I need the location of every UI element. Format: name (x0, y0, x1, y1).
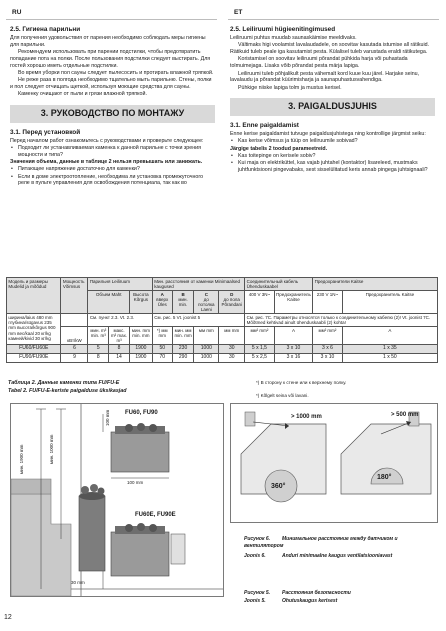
cell-vol-max: 8 (109, 345, 130, 354)
cell-fuse-230: 1 x 50 (342, 354, 437, 363)
bullet-item: • Kas toitepinge on kerisele sobiv? (230, 153, 435, 160)
figure-label-fu60e-fu90e: FU60E, FU90E (135, 512, 176, 518)
cell-d: 30 (219, 354, 245, 363)
distance-500: > 500 mm (391, 412, 419, 418)
cell-a: 70 (152, 354, 172, 363)
unit-a: *) мм mm (152, 327, 172, 345)
paragraph: Для получения удовольствия от парения необходимо соблюдать меры гигиены для парильни. (10, 35, 206, 48)
table-caption-et: Tabel 2. FU/FU-E-keriste paigalduse üksikasjad (8, 388, 127, 394)
cell-c: 1000 (194, 354, 219, 363)
paragraph: Enne kerise paigaldamist tutvuge paigaldusjuhistega ning kontrollige järgmist seiku: (230, 131, 426, 138)
unit-kw: кВт/kW (61, 327, 88, 345)
header-room: Парильня Leiliruum (88, 278, 152, 291)
unit-d: мм mm (219, 327, 245, 345)
angle-180: 180° (377, 474, 392, 481)
cable-ref: См. рис. 7С. Параметры относятся только к соединительному кабелю (2)! Vt. joonist 7C. Mõõtmed kehtivad ainult ühenduskaabli (2) kohta! (245, 314, 438, 327)
language-code-et: ET (234, 9, 243, 16)
cell-c: 1000 (194, 345, 219, 354)
column-et (230, 26, 435, 174)
bullet-item: • Подходит ли устанавливаемая каменка к данной парильне с точки зрения мощности и типа? (10, 145, 215, 159)
page-number: 12 (4, 614, 12, 621)
dimension-100-bottom: 100 mm (127, 480, 144, 485)
header-volume: Объем Maht (88, 290, 130, 313)
paragraph: Каменку очищают от пыли и грязи влажной тряпкой. (18, 91, 147, 98)
figure-sensor-distance (230, 403, 438, 523)
cell-kw: 9 (61, 354, 88, 363)
paragraph: Перед началом работ ознакомьтесь с руководствами и проверьте следующее: (10, 137, 204, 144)
cell-cable-400: 5 x 2,5 (245, 354, 274, 363)
cell-d: 30 (219, 345, 245, 354)
header-230v-fuse: Предохранитель Kaitse (342, 290, 437, 313)
cell-height: 1900 (129, 345, 152, 354)
cell-vol-max: 14 (109, 354, 130, 363)
language-header-et (228, 9, 439, 20)
table-caption-ru: Таблица 2. Данные каменки типа FU/FU-E (8, 380, 120, 386)
cell-fuse-400: 3 x 10 (274, 345, 313, 354)
dimension-30: 30 mm (71, 580, 85, 585)
bullet-item: • Если в доме электроотопление, необходима ли установка промежуточного реле в пульте управления для освобождения потенциала, так как во (10, 174, 215, 188)
section-title-3-1-ru: 3.1. Перед установкой (10, 128, 81, 136)
cell-height: 1900 (129, 354, 152, 363)
distance-ref: См. рис. 5 Vt. joonist 5 (152, 314, 244, 327)
distance-1000: > 1000 mm (291, 414, 322, 420)
bullet-item: • Kui maja on elektriküttel, kas vajab juhtahel (kontaktor) lisareleed, mustmaks juhtfunktsiooni pingevabaks, sest sisselülitatud keris annab pingega juhtsignaali? (230, 160, 435, 174)
header-cable: Соединительный кабель Ühenduskaabel (245, 278, 313, 291)
bullet-item: • Питающее напряжение достаточно для каменки? (10, 166, 215, 173)
unit-fuse-230: A (342, 327, 437, 345)
header-d: D до пола Põrandani (219, 290, 245, 313)
cell-a: 50 (152, 345, 172, 354)
language-code-ru: RU (12, 9, 22, 16)
header-230v: 230 V 1N~ (313, 290, 342, 313)
unit-fuse-400: A (274, 327, 313, 345)
spec-text: ширина/laius 480 mm глубина/sügavus 235 mm высота/kõrgus 900 mm вес/kaal 20 кг/kg камней/kivid 30 кг/kg (7, 314, 61, 345)
figure-5-caption-ru: Рисунок 5. Расстояния безопасности (244, 590, 351, 596)
unit-cable-230: мм² mm² (313, 327, 342, 345)
paragraph: Не реже раза в полгода необходимо тщательно мыть парильню. Стены, полки и пол следует отчищать щеткой, используя моющие средства для сауны. (10, 77, 212, 91)
figure-6-caption-ru: Рисунок 6. Минимальное расстояние между датчиком и вентилятором (244, 536, 398, 549)
table-row (7, 345, 438, 354)
cell-cable-400: 5 x 1,5 (245, 345, 274, 354)
cell-vol-min: 5 (88, 345, 109, 354)
header-c: C до потолка Laeni (194, 290, 219, 313)
safety-distance-diagram (11, 404, 223, 596)
column-ru (10, 26, 215, 188)
paragraph: Leiliruumi puhtus muudab saunaskäimise meeldivaks. (230, 35, 357, 42)
unit-b: мин. мм min. mm (172, 327, 194, 345)
cell-cable-230: 3 x 10 (313, 354, 342, 363)
paragraph: Во время уборки пол сауны следует пылесосить и протирать влажной тряпкой. (18, 70, 214, 77)
header-fuse: Предохранители Kaitse (313, 278, 438, 291)
header-b: B мин. min. (172, 290, 194, 313)
header-height: Высота Kõrgus (129, 290, 152, 313)
cell-b: 230 (172, 345, 194, 354)
cell-fuse-230: 1 x 35 (342, 345, 437, 354)
section-title-3-1-et: 3.1. Enne paigaldamist (230, 121, 299, 129)
figure-label-fu60-fu90: FU60, FU90 (125, 410, 158, 416)
bold-note: Значения объема, данные в таблице 2 нельзя превышать или занижать. (10, 159, 203, 166)
header-power: Мощность Võimsus (61, 278, 88, 314)
language-header-ru (6, 9, 217, 20)
cell-model: FU60/FU60E (7, 345, 61, 354)
header-400v-fuse: Предохранитель Kaitse (274, 290, 313, 313)
unit-height: мин. mm min. mm (129, 327, 152, 345)
paragraph: Рекомендуем использовать при парении подстилки, чтобы предотвратить попадание пота на полки. После пользования подстилки следует выстирать. Для гостей хорошо иметь отдельные подстилки. (10, 49, 211, 69)
sensor-distance-diagram (231, 404, 437, 522)
header-a: A вверх Üles (152, 290, 172, 313)
bullet-item: • Kas kerise võimsus ja tüüp on leiliruumile sobivad? (230, 138, 435, 145)
heater-data-table (6, 277, 438, 363)
cell-vol-min: 8 (88, 354, 109, 363)
dimension-100-top: 100 mm (105, 409, 110, 426)
header-min-distance: Мин. расстояния от каменки Minimaalsed kaugused (152, 278, 244, 291)
cell-model: FU90/FU90E (7, 354, 61, 363)
header-400v: 400 V 3N~ (245, 290, 274, 313)
header-model: Модель и размеры Mudelid ja mõõdud (7, 278, 61, 314)
section-title-2-5-ru: 2.5. Гигиена парильни (10, 26, 81, 33)
figure-5-caption-et: Joonis 5. Ohutuskaugus kerisest (244, 598, 338, 604)
room-ref: См. пункт 2.3. Vt. 2.3. (88, 314, 152, 327)
table-row (7, 354, 438, 363)
figure-6-caption-et: Joonis 6. Anduri minimaalne kaugus ventilatsiooniavast (244, 553, 393, 559)
cell-b: 290 (172, 354, 194, 363)
paragraph: Koristamisel on soovitav leiliruumi põrandat pühkida harja või puhastada tolmuimejaga. Lisaks võib põrandat pesta märja lapiga. (230, 56, 408, 70)
paragraph: Vältimaks higi voolamist lavalaudadele, on soovitav kasutada istumise all rätikuid. Rätikuid tuleb peale iga kasutamist pesta. Külalisel tuleb varustada eraldi rätikutega. (230, 42, 430, 56)
figure-safety-distances (10, 403, 224, 597)
chapter-title-3-et: 3. PAIGALDUSJUHIS (230, 98, 435, 116)
bold-note: Järgige tabelis 2 toodud parameetreid. (230, 145, 328, 152)
cell-kw: 6 (61, 345, 88, 354)
unit-vol-max: макс. m³ max. m³ (109, 327, 130, 345)
cell-cable-230: 3 x 6 (313, 345, 342, 354)
footnote-ru: *) В сторону к стене или к верхнему полку. (256, 380, 347, 385)
angle-360: 360° (271, 483, 286, 490)
section-title-2-5-et: 2.5. Leiliruumi hügieenitingimused (230, 26, 336, 33)
paragraph: Leiliruumi tuleb põhjalikult pesta vähemalt kord kuue kuu järel. Harjake seinu, lavalaudu ja põrandat küürimisharja ja saunapuhastusvahendiga. (230, 70, 420, 84)
unit-vol-min: мин. m³ min. m³ (88, 327, 109, 345)
footnote-et: *) Kõlgelt seina või lavani. (256, 393, 309, 398)
unit-c: мм mm (194, 327, 219, 345)
paragraph: Pühkige niiske lapiga tolm ja mustus kerisel. (238, 84, 342, 91)
dimension-1900: мин. 1900 mm (19, 444, 24, 474)
chapter-title-3-ru: 3. РУКОВОДСТВО ПО МОНТАЖУ (10, 105, 215, 123)
dimension-1000: мин. 1000 mm (49, 434, 54, 464)
unit-cable-400: мм² mm² (245, 327, 274, 345)
cell-fuse-400: 3 x 16 (274, 354, 313, 363)
